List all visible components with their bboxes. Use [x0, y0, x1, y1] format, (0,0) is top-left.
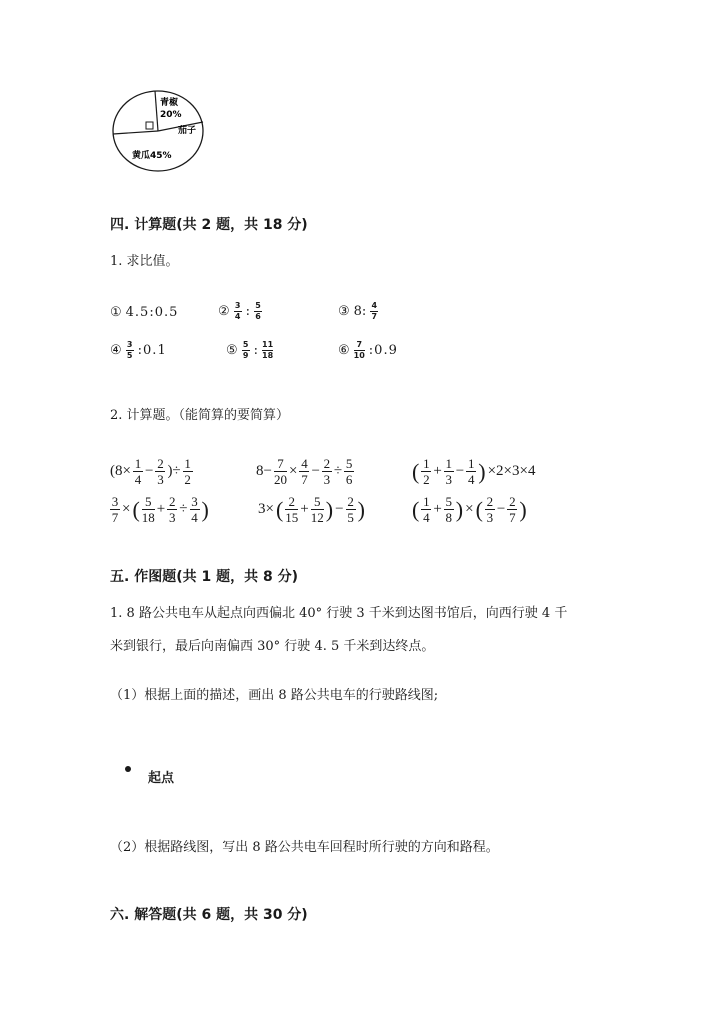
- section-6-title: 六. 解答题(共 6 题，共 30 分): [110, 907, 308, 923]
- slice-label-eggplant: 茄子: [178, 126, 197, 136]
- calc-expression-6: ( 1 4 + 5 8 ) × ( 2 3 − 2 7 ): [412, 494, 527, 525]
- calc-expression-5: 3× ( 2 15 + 5 12 ) − 2 5 ): [258, 494, 365, 525]
- calc-expression-1: (8× 1 4 − 2 3 )÷ 1 2: [110, 456, 191, 487]
- q2-title: 2. 计算题。（能简算的要简算）: [110, 408, 290, 423]
- drawing-question-line-1: 1. 8 路公共电车从起点向西偏北 40° 行驶 3 千米到达图书馆后，向西行驶 4 千: [110, 606, 568, 621]
- ratio-separator: :: [253, 343, 259, 358]
- start-point-label: 起点: [148, 771, 175, 786]
- ratio-item-6: [338, 340, 398, 361]
- ratio-item-3: [338, 301, 378, 322]
- fraction: 5 6: [255, 301, 261, 321]
- ratio-item-4: [110, 340, 167, 361]
- ratio-marker: ③: [338, 304, 350, 319]
- ratio-separator: :: [245, 304, 251, 319]
- ratio-suffix: :0.9: [368, 343, 398, 358]
- ratio-expression: 4.5:0.5: [125, 305, 179, 320]
- vegetable-pie-chart: [108, 88, 208, 176]
- fraction: 11 18: [262, 340, 274, 360]
- ratio-marker: ①: [110, 305, 122, 320]
- ratio-marker: ④: [110, 343, 122, 358]
- section-4-title: 四. 计算题(共 2 题，共 18 分): [110, 217, 308, 233]
- fraction: 5 9: [242, 340, 249, 360]
- calc-expression-3: ( 1 2 + 1 3 − 1 4 ) ×2×3×4: [412, 456, 536, 487]
- start-point-dot: [125, 766, 131, 772]
- fraction: 3 5: [126, 340, 133, 360]
- slice-label-cucumber: 黄瓜: [132, 151, 151, 161]
- ratio-marker: ⑥: [338, 343, 350, 358]
- calc-expression-2: 8− 7 20 × 4 7 − 2 3 ÷ 5 6: [256, 456, 353, 487]
- ratio-prefix: 8:: [353, 304, 367, 319]
- slice-label-pepper: 青椒: [160, 98, 179, 108]
- sub-question-2: （2）根据路线图，写出 8 路公共电车回程时所行驶的方向和路程。: [110, 840, 499, 855]
- ratio-suffix: :0.1: [137, 343, 167, 358]
- slice-value-pepper: 20%: [160, 110, 182, 120]
- fraction: 4 7: [371, 301, 378, 321]
- q1-title: 1. 求比值。: [110, 254, 179, 269]
- ratio-item-5: [226, 340, 273, 361]
- calc-expression-4: 3 7 × ( 5 18 + 2 3 ÷ 3 4 ): [111, 494, 209, 525]
- section-5-title: 五. 作图题(共 1 题，共 8 分): [110, 569, 298, 585]
- ratio-marker: ⑤: [226, 343, 238, 358]
- sub-question-1: （1）根据上面的描述，画出 8 路公共电车的行驶路线图;: [110, 688, 439, 703]
- fraction: 7 10: [353, 340, 365, 360]
- drawing-question-line-2: 米到银行，最后向南偏西 30° 行驶 4. 5 千米到达终点。: [110, 639, 435, 654]
- slice-value-cucumber: 45%: [150, 151, 172, 161]
- fraction: 3 4: [234, 301, 241, 321]
- ratio-item-2: [218, 301, 262, 322]
- ratio-item-1: [110, 305, 178, 320]
- ratio-marker: ②: [218, 304, 230, 319]
